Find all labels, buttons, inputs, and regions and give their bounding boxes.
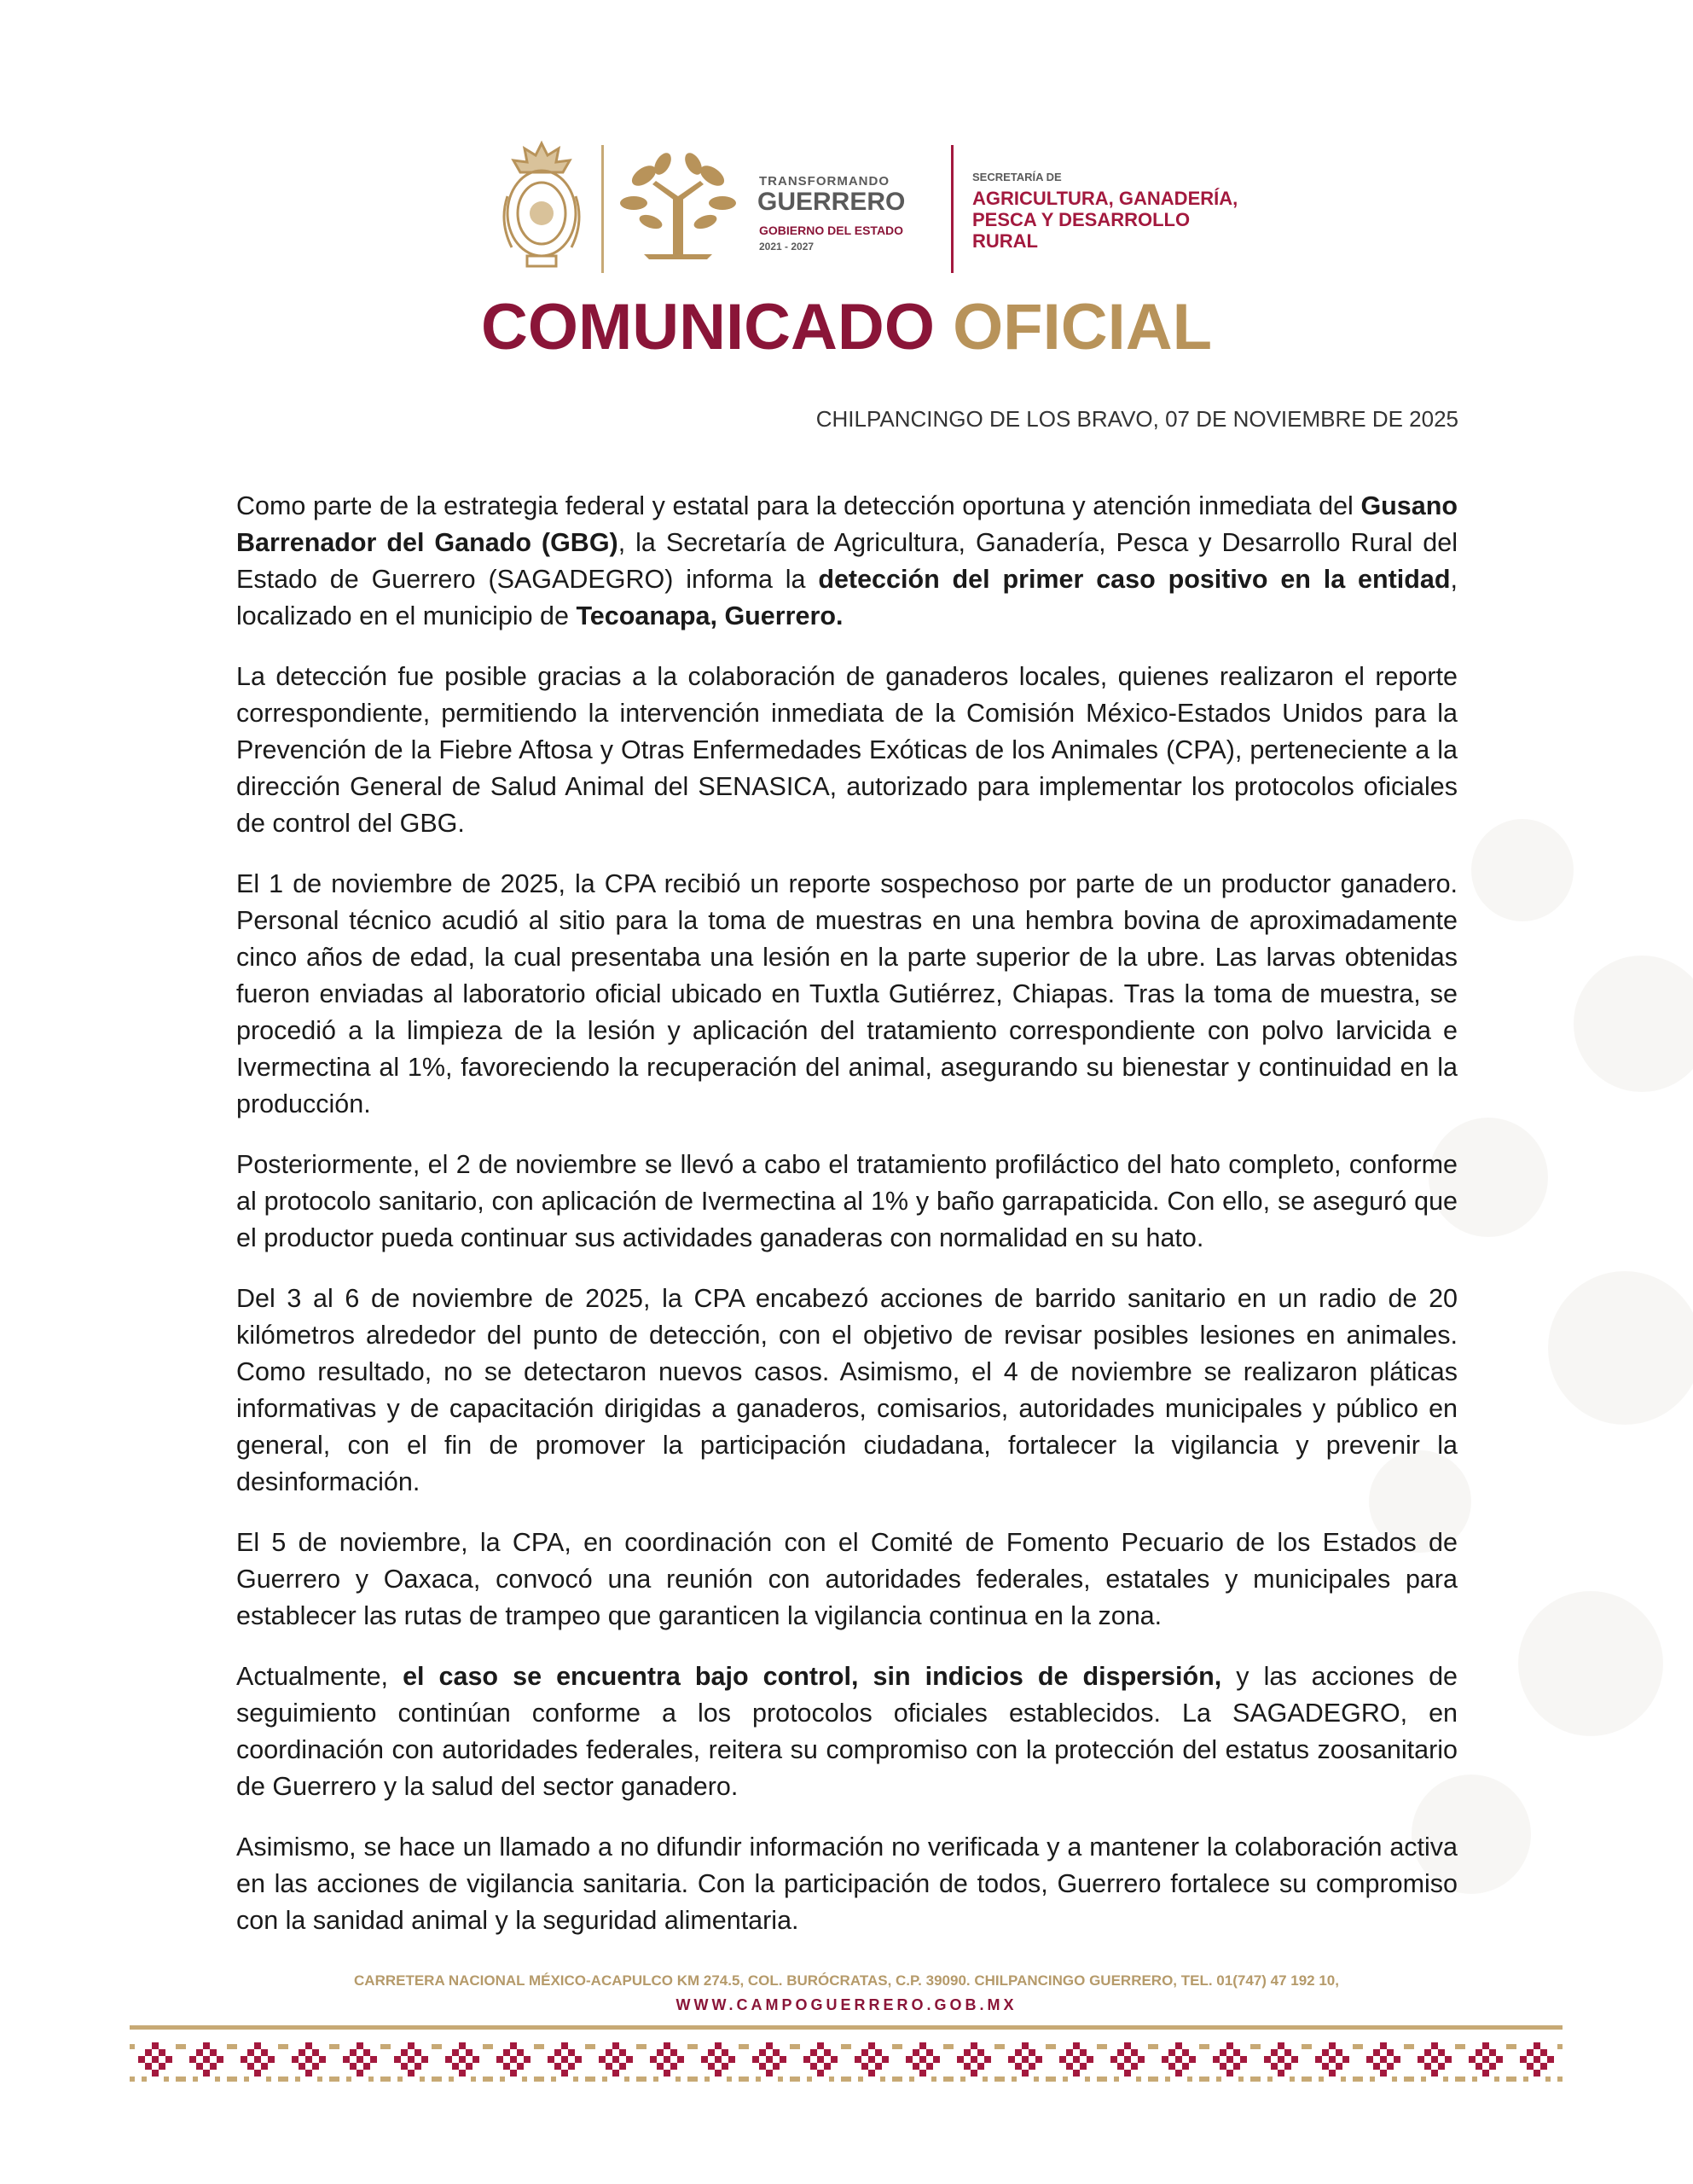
p1-text-2: , la Secretaría de Agricultura, Ganadería, Pesca y Desarrollo Rural del Estado de Guerrero (SAGADEGRO) informa la [236,528,1458,594]
paragraph-4: Posteriormente, el 2 de noviembre se llevó a cabo el tratamiento profiláctico del hato completo, conforme al protocolo sanitario, con aplicación de Ivermectina al 1% y baño garrapaticida. Con ello, se aseguró que el productor pueda continuar sus actividades ganaderas con normalidad en su hato. [236,1150,1458,1252]
p7-text-2: y las acciones de seguimiento continúan conforme a los protocolos oficiales establecidos. La SAGADEGRO, en coordinación con autoridades federales, reitera su compromiso con la protección del estatus zoosanitario de Guerrero y la salud del sector ganadero. [236,1662,1458,1801]
title-oficial: OFICIAL [953,291,1213,363]
guerrero-tree-logo [618,152,738,263]
footer-website-link[interactable]: WWW.CAMPOGUERRERO.GOB.MX [675,1996,1018,2013]
title-comunicado: COMUNICADO [480,291,935,363]
p1-bold-2: detección del primer caso positivo en la entidad [818,565,1451,594]
paragraph-1 [236,488,1458,635]
secretaria-label: SECRETARÍA DE [972,171,1062,183]
coat-of-arms-logo [495,136,588,273]
brand-transformando: TRANSFORMANDO [759,174,890,189]
header-logos [478,128,1245,282]
paragraph-5: Del 3 al 6 de noviembre de 2025, la CPA encabezó acciones de barrido sanitario en un radio de 20 kilómetros alrededor del punto de detección, con el objetivo de revisar posibles lesiones en animales. Como resultado, no se detectaron nuevos casos. Asimismo, el 4 de noviembre se realizaron pláticas informativas y de capacitación dirigidas a ganaderos, comisarios, autoridades municipales y público en general, con el fin de promover la participación ciudadana, fortalecer la vigilancia y prevenir la desinformación. [236,1284,1458,1496]
brand-period: 2021 - 2027 [759,241,815,253]
paragraph-6: El 5 de noviembre, la CPA, en coordinación con el Comité de Fomento Pecuario de los Estados de Guerrero y Oaxaca, convocó una reunión con autoridades federales, estatales y municipales para establecer las rutas de trampeo que garanticen la vigilancia continua en la zona. [236,1528,1458,1630]
p1-text-1: Como parte de la estrategia federal y estatal para la detección oportuna y atención inmediata del [236,491,1361,520]
paragraph-3: El 1 de noviembre de 2025, la CPA recibió un reporte sospechoso por parte de un productor ganadero. Personal técnico acudió al sitio para la toma de muestras en una hembra bovina de aproximadamente cinco años de edad, la cual presentaba una lesión en la parte superior de la ubre. Las larvas obtenidas fueron enviadas al laboratorio oficial ubicado en Tuxtla Gutiérrez, Chiapas. Tras la toma de muestra, se procedió a la limpieza de la lesión y aplicación del tratamiento correspondiente con polvo larvicida e Ivermectina al 1%, favoreciendo la recuperación del animal, asegurando su bienestar y continuidad en la producción. [236,869,1458,1118]
footer-embroidery-pattern [130,2039,1563,2087]
secretaria-name: AGRICULTURA, GANADERÍA, PESCA Y DESARROLLO RURAL [972,188,1238,252]
p1-text-3: , localizado en el municipio de [236,565,1458,630]
paragraph-7 [236,1658,1458,1805]
header-divider-red [951,145,954,273]
document-body [236,488,1458,1963]
brand-guerrero: GUERRERO [757,188,906,216]
brand-gobierno: GOBIERNO DEL ESTADO [759,224,904,237]
paragraph-2: La detección fue posible gracias a la colaboración de ganaderos locales, quienes realizaron el reporte correspondiente, permitiendo la intervención inmediata de la Comisión México-Estados Unidos para la Prevención de la Fiebre Aftosa y Otras Enfermedades Exóticas de los Animales (CPA), perteneciente a la dirección General de Salud Animal del SENASICA, autorizado para implementar los protocolos oficiales de control del GBG. [236,662,1458,838]
footer-divider [130,2025,1563,2030]
p7-bold-1: el caso se encuentra bajo control, sin indicios de dispersión, [403,1662,1222,1691]
p1-bold-1: Gusano Barrenador del Ganado (GBG) [236,491,1458,557]
dateline: CHILPANCINGO DE LOS BRAVO, 07 DE NOVIEMBRE DE 2025 [815,406,1458,432]
p7-text-1: Actualmente, [236,1662,403,1691]
p1-bold-3: Tecoanapa, Guerrero. [576,601,844,630]
page-title [0,290,1693,364]
paragraph-8: Asimismo, se hace un llamado a no difundir información no verificada y a mantener la colaboración activa en las acciones de vigilancia sanitaria. Con la participación de todos, Guerrero fortalece su compromiso con la sanidad animal y la seguridad alimentaria. [236,1833,1458,1935]
footer-address: CARRETERA NACIONAL MÉXICO-ACAPULCO KM 274.5, COL. BURÓCRATAS, C.P. 39090. CHILPANCINGO GUERRERO, TEL. 01(747) 47 192 10, [354,1972,1339,1989]
header-divider [601,145,604,273]
